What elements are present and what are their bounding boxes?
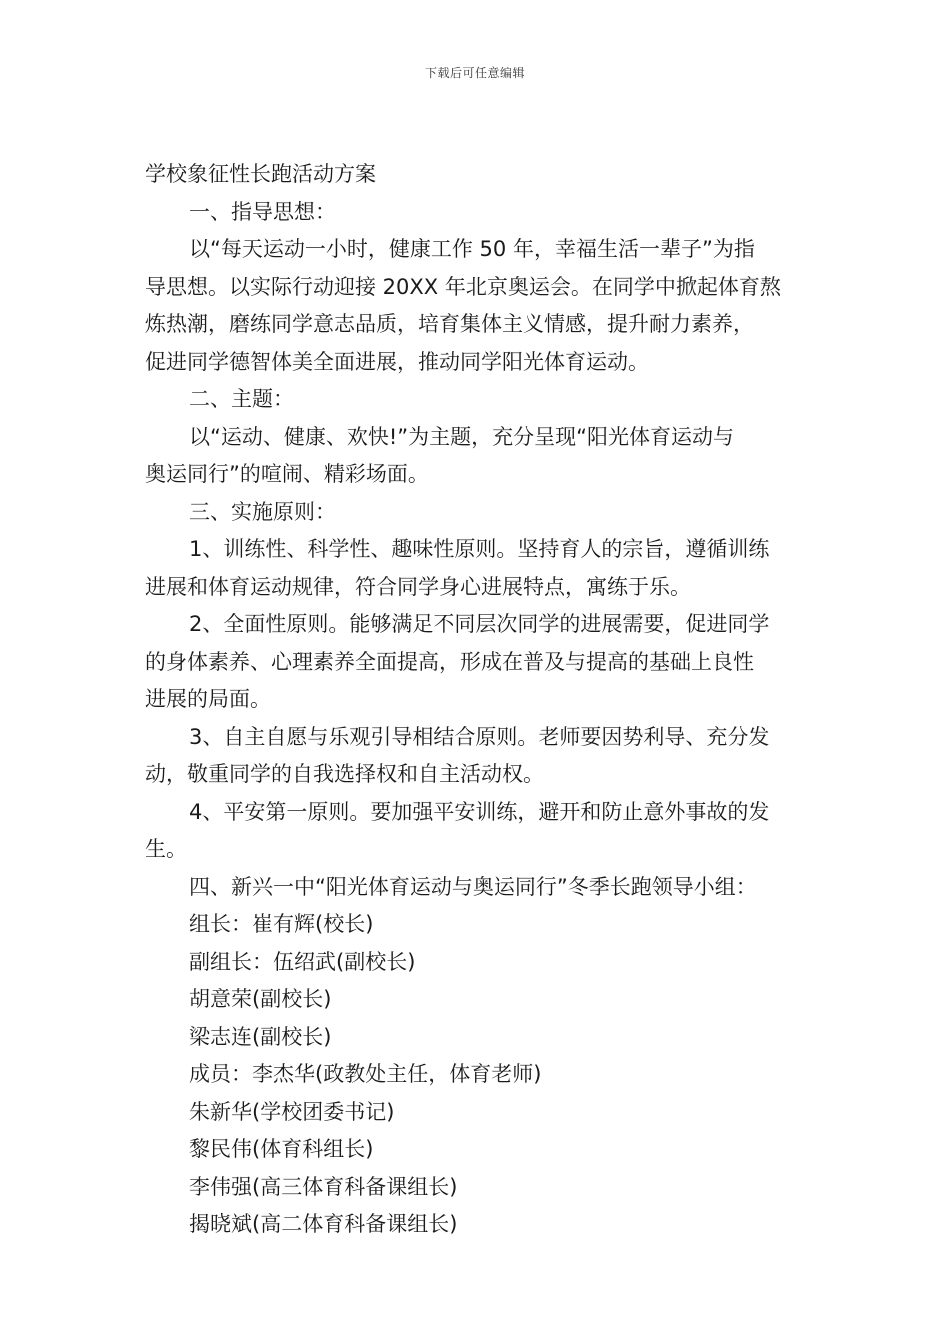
text-line: 炼热潮，磨练同学意志品质，培育集体主义情感，提升耐力素养， <box>145 312 754 336</box>
text-line: 胡意荣(副校长) <box>189 987 332 1011</box>
document-paragraphs <box>145 194 810 1244</box>
text-line: 促进同学德智体美全面进展，推动同学阳光体育运动。 <box>145 349 649 374</box>
text-line: 1、训练性、科学性、趣味性原则。坚持育人的宗旨，遵循训练 <box>189 537 770 561</box>
document-title: 学校象征性长跑活动方案 <box>145 162 376 186</box>
text-line: 黎民伟(体育科组长) <box>189 1137 374 1161</box>
text-line: 导思想。以实际行动迎接 20XX 年北京奥运会。在同学中掀起体育熬 <box>145 274 781 299</box>
text-line: 进展的局面。 <box>145 687 271 711</box>
text-line: 四、新兴一中“阳光体育运动与奥运同行”冬季长跑领导小组： <box>189 874 757 899</box>
text-line: 进展和体育运动规律，符合同学身心进展特点，寓练于乐。 <box>145 574 691 599</box>
text-line: 朱新华(学校团委书记) <box>189 1099 395 1124</box>
text-line: 生。 <box>145 837 187 861</box>
text-line: 3、自主自愿与乐观引导相结合原则。老师要因势利导、充分发 <box>189 724 770 749</box>
text-line: 李伟强(高三体育科备课组长) <box>189 1174 458 1199</box>
text-line: 二、主题： <box>189 387 294 411</box>
text-line: 奥运同行”的喧闹、精彩场面。 <box>145 462 429 486</box>
document-body <box>145 156 810 1244</box>
text-line: 三、实施原则： <box>189 499 336 524</box>
text-line: 揭晓斌(高二体育科备课组长) <box>189 1212 458 1236</box>
text-line: 组长：崔有辉(校长) <box>189 912 374 936</box>
text-line: 的身体素养、心理素养全面提高，形成在普及与提高的基础上良性 <box>145 649 754 674</box>
text-line: 以“运动、健康、欢快!”为主题，充分呈现“阳光体育运动与 <box>189 424 735 449</box>
text-line: 以“每天运动一小时，健康工作 50 年，幸福生活一辈子”为指 <box>189 237 755 261</box>
text-line: 副组长：伍绍武(副校长) <box>189 949 416 974</box>
text-line: 一、指导思想： <box>189 199 336 224</box>
text-line: 4、平安第一原则。要加强平安训练，避开和防止意外事故的发 <box>189 799 770 824</box>
text-line: 成员：李杰华(政教处主任，体育老师) <box>189 1062 542 1086</box>
text-line: 动，敬重同学的自我选择权和自主活动权。 <box>145 762 544 786</box>
text-line: 2、全面性原则。能够满足不同层次同学的进展需要，促进同学 <box>189 612 770 636</box>
page-header-note: 下载后可任意编辑 <box>424 66 525 80</box>
text-line: 梁志连(副校长) <box>189 1024 332 1049</box>
